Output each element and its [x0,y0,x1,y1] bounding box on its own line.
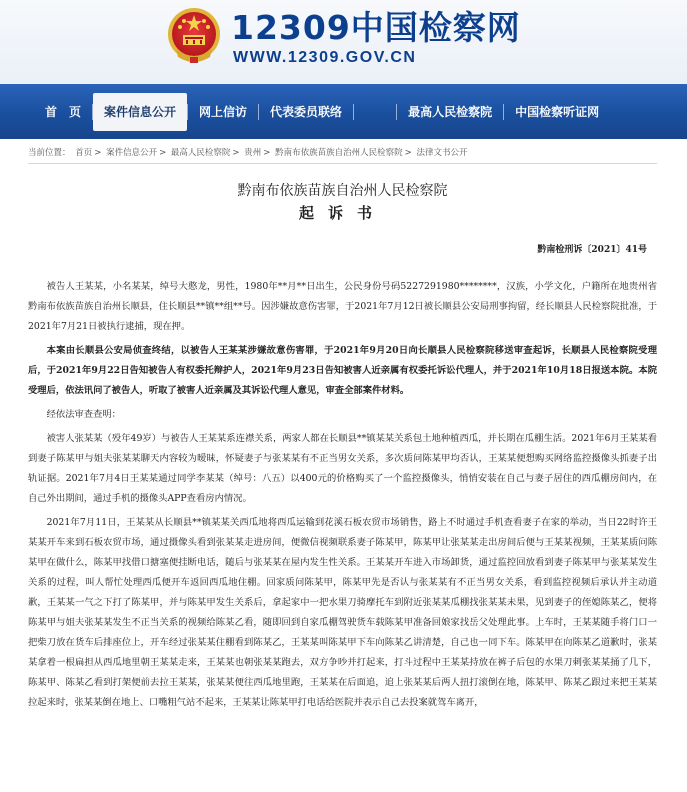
nav-item-home[interactable]: 首 页 [45,105,82,119]
nav-item-deputy-liaison[interactable]: 代表委员联络 [270,105,343,119]
main-nav [0,84,687,139]
document-org: 黔南布依族苗族自治州人民检察院 [237,183,448,199]
site-title[interactable]: 12309中国检察网 [231,8,521,47]
document-paragraph: 被害人张某某（殁年49岁）与被告人王某某系连襟关系，两家人都在长顺县**镇某某关系包土地种植西瓜，并长期在瓜棚生活。2021年6月王某某看到妻子陈某甲与姐夫张某某聊天内容较为暧昧，怀疑妻子与张某某有不正当男女关系，多次质问陈某甲均否认，王某某便想购买网络监控摄像头抓妻子出轨证据。2021年7月4日王某某通过同学李某某（绰号：八五）以400元的价格购买了一个监控摄像头，悄悄安装在自己与妻子居住的西瓜棚房间内，在自己外出期间，通过手机的摄像头APP查看房内情况。 [28,433,657,504]
nav-item-hearing-network[interactable]: 中国检察听证网 [515,105,600,119]
document-paragraph: 经依法审查查明： [46,409,121,420]
document-title: 起诉书 [298,204,386,222]
document-body [28,277,657,717]
breadcrumb-separator: > [404,148,412,158]
breadcrumb-prefix: 当前位置： [28,148,71,158]
breadcrumb-separator: > [159,148,167,158]
breadcrumb-link[interactable]: 黔南布依族苗族自治州人民检察院 [275,148,403,158]
document-paragraph: 被告人王某某，小名某某，绰号大憨龙，男性，1980年**月**日出生，公民身份号码5227291980********，汉族，小学文化，户籍所在地贵州省黔南布依族苗族自治州长顺县，住长顺县**镇**组**号。因涉嫌故意伤害罪，于2021年7月12日被长顺县公安局刑事拘留，经长顺县人民检察院批准，于2021年7月21日被执行逮捕，现在押。 [28,281,657,332]
breadcrumb-separator: > [232,148,240,158]
document-paragraph: 2021年7月11日，王某某从长顺县**镇某某关西瓜地将西瓜运输到花溪石板农贸市场销售，路上不时通过手机查看妻子在家的举动，当日22时许王某某开车来到石板农贸市场，通过摄像头看到张某某走进房间，便微信视频联系妻子陈某甲，陈某甲让张某某走出房间后便与王某某视频，王某某质问陈某甲在做什么，陈某甲找借口搪塞便挂断电话，随后与张某某在屋内发生性关系。王某某开车进入市场卸货，通过监控回放看到妻子陈某甲与张某某发生关系的过程，叫人帮忙处理西瓜便开车返回西瓜地住棚。回家质问陈某甲，陈某甲先是否认与张某某有不正当男女关系，看到监控视频后承认并主动道歉，王某某一气之下打了陈某甲，并与陈某甲发生关系后，拿起家中一把水果刀骑摩托车到附近张某某瓜棚找张某某未果，见到妻子的侄媳陈某乙，便将陈某甲与姐夫张某某发生不正当关系的视频给陈某乙看，随即回到自家瓜棚驾驶货车载陈某甲准备回娘家找岳父处理此事。上车时，王某某随手将门口一把柴刀放在货车后排座位上，开车经过张某某住棚看到陈某乙，王某某叫陈某甲下车向陈某乙讲清楚，自己也一同下车。陈某甲在向陈某乙道歉时，张某某拿着一根扁担从西瓜地里朝王某某走来，王某某也朝张某某跑去，双方争吵并打起来，打斗过程中王某某持放在裤子后包的水果刀刺张某某捅了几下，陈某甲、陈某乙看到打架便前去拉王某某，张某某便往西瓜地里跑，王某某在后面追，追上张某某后两人扭打滚倒在地，陈某甲、陈某乙跟过来把王某某拉起来时，张某某倒在地上、口嘴粗气站不起来，王某某让陈某甲打电话给医院并表示自己去投案就驾车离开， [28,517,657,708]
breadcrumb-link[interactable]: 最高人民检察院 [170,148,231,158]
breadcrumb-separator: > [94,148,102,158]
nav-item-supreme-procuratorate[interactable]: 最高人民检察院 [408,105,493,119]
breadcrumb [28,146,469,158]
nav-item-petition[interactable]: 网上信访 [199,105,248,119]
nav-item-obscured[interactable] [354,93,396,131]
breadcrumb-link[interactable]: 法律文书公开 [416,148,468,158]
breadcrumb-separator: > [263,148,271,158]
breadcrumb-link[interactable]: 首页 [75,148,93,158]
nav-inner [34,93,638,131]
site-header [0,0,687,119]
breadcrumb-link[interactable]: 案件信息公开 [106,148,158,158]
nav-item-case-info[interactable]: 案件信息公开 [93,93,187,131]
national-emblem-icon[interactable] [166,5,222,67]
document-number: 黔南检刑诉〔2021〕41号 [537,245,647,255]
document-paragraph: 本案由长顺县公安局侦查终结，以被告人王某某涉嫌故意伤害罪，于2021年9月20日向长顺县人民检察院移送审查起诉，长顺县人民检察院受理后，于2021年9月22日告知被告人有权委托辩护人，2021年9月23日告知被害人近亲属有权委托诉讼代理人，并于2021年10月18日报送本院。本院受理后，依法讯问了被告人，听取了被害人近亲属及其诉讼代理人意见，审查全部案件材料。 [28,345,657,396]
breadcrumb-link[interactable]: 贵州 [244,148,262,158]
site-url[interactable]: WWW.12309.GOV.CN [233,49,417,66]
legal-document [28,163,657,792]
